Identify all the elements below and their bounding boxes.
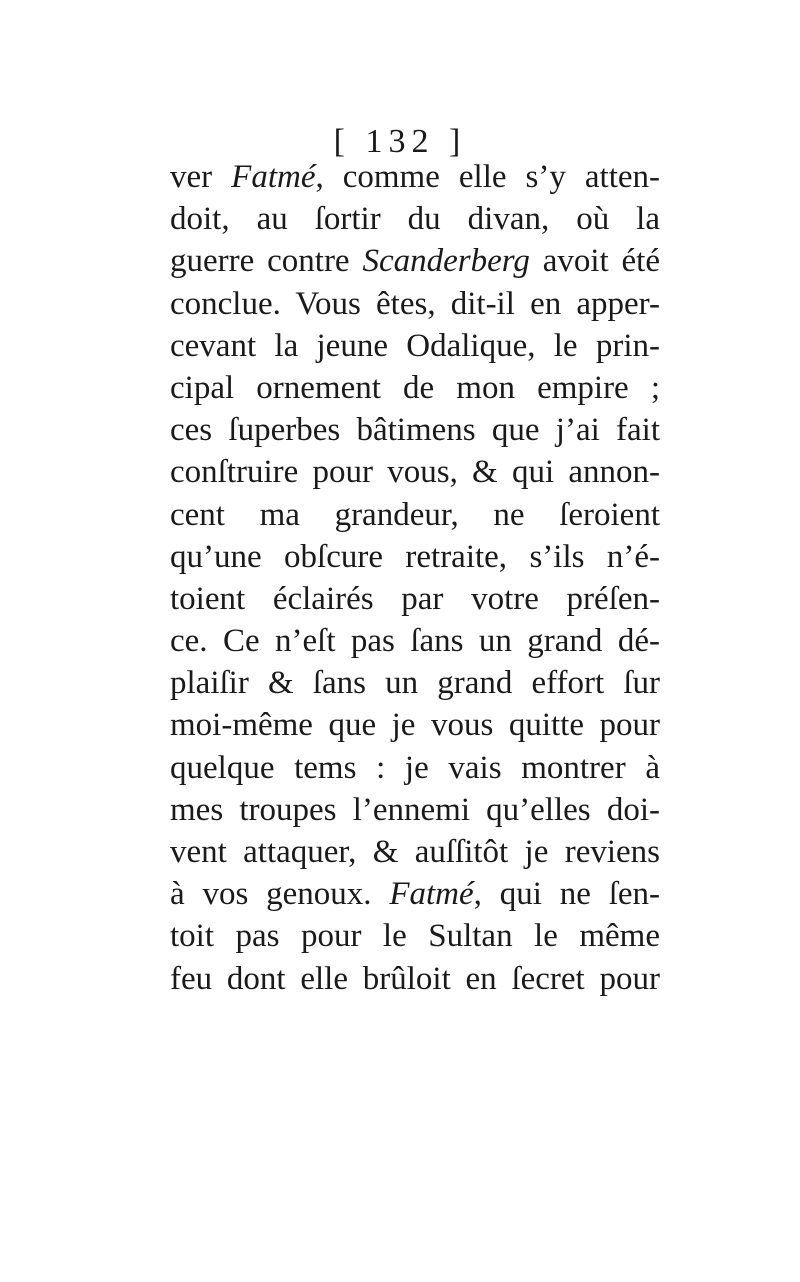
text-line — [170, 662, 660, 704]
text-segment: cent ma grandeur, ne ſeroient — [170, 496, 660, 533]
text-line — [170, 915, 660, 957]
text-line — [170, 367, 660, 409]
text-line — [170, 536, 660, 578]
text-line — [170, 494, 660, 536]
text-line — [170, 704, 660, 746]
text-segment: ces ſuperbes bâtimens que j’ai fait — [170, 412, 660, 449]
italic-name: Scanderberg — [362, 243, 530, 280]
page-number: [ 132 ] — [333, 123, 467, 160]
text-line — [170, 451, 660, 493]
text-line — [170, 283, 660, 325]
text-segment: , comme elle s’y atten- — [315, 159, 660, 195]
text-line — [170, 156, 660, 198]
text-segment: quelque tems : je vais montrer à — [170, 749, 660, 786]
text-segment: cipal ornement de mon empire ; — [170, 369, 660, 406]
text-line — [170, 873, 660, 915]
text-segment: conclue. Vous êtes, dit-il en apper- — [170, 285, 660, 322]
text-line — [170, 620, 660, 662]
text-segment: feu dont elle brûloit en ſecret pour — [170, 960, 660, 997]
italic-name: Fatmé — [389, 876, 474, 913]
text-segment: cevant la jeune Odalique, le prin- — [170, 327, 660, 364]
text-segment: à vos genoux. — [170, 876, 390, 913]
text-segment: ce. Ce n’eſt pas ſans un grand dé- — [170, 623, 660, 660]
text-segment: guerre contre — [170, 243, 363, 280]
italic-name: Fatmé — [231, 159, 316, 195]
text-line — [170, 789, 660, 831]
text-line — [170, 240, 660, 282]
text-segment: vent attaquer, & auſſitôt je reviens — [170, 834, 660, 870]
text-segment: doit, au ſortir du divan, où la — [170, 201, 660, 238]
text-segment: mes troupes l’ennemi qu’elles doi- — [170, 791, 660, 828]
text-segment: ver — [170, 159, 232, 195]
text-segment: qu’une obſcure retraite, s’ils n’é- — [170, 538, 660, 575]
text-line — [170, 747, 660, 789]
text-segment: moi-même que je vous quitte pour — [170, 707, 660, 744]
text-line — [170, 198, 660, 240]
text-segment: toient éclairés par votre préſen- — [170, 580, 660, 617]
text-segment: toit pas pour le Sultan le même — [170, 918, 660, 955]
text-line — [170, 831, 660, 873]
text-segment: conſtruire pour vous, & qui annon- — [170, 454, 660, 491]
text-line — [170, 325, 660, 367]
text-segment: plaiſir & ſans un grand effort ſur — [170, 665, 660, 702]
body-text — [170, 156, 660, 1000]
text-segment: avoit été — [529, 243, 660, 280]
text-line — [170, 409, 660, 451]
text-line — [170, 578, 660, 620]
text-segment: , qui ne ſen- — [473, 876, 661, 913]
text-line — [170, 958, 660, 1000]
